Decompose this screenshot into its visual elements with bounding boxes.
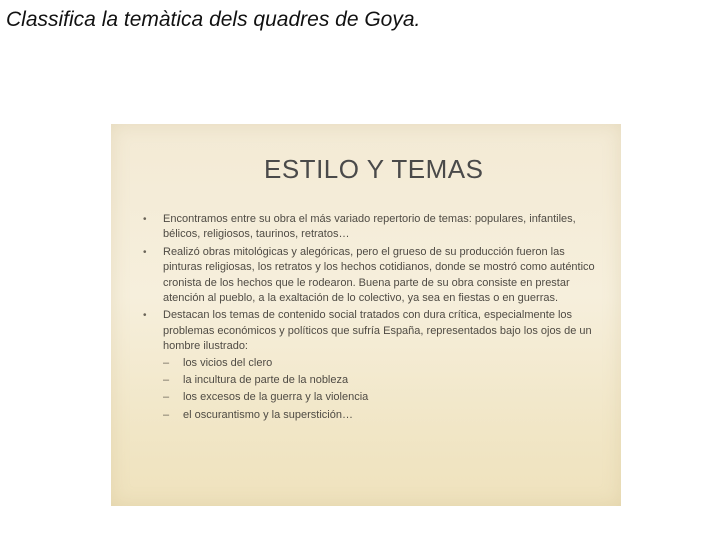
bullet-text: Destacan los temas de contenido social tratados con dura crítica, especialmente los problemas económicos y políticos que sufría España, representados bajo los ojos de un hombre ilustrado:	[163, 309, 592, 353]
sub-item-text: el oscurantismo y la superstición…	[183, 408, 353, 421]
dash-marker: –	[163, 408, 170, 421]
sub-item	[163, 356, 596, 371]
dash-marker: –	[163, 356, 170, 369]
sub-item	[163, 390, 596, 405]
bullet-item	[141, 212, 596, 243]
bullet-marker: •	[143, 246, 147, 258]
bullet-list	[141, 212, 596, 425]
sub-item-text: los excesos de la guerra y la violencia	[183, 391, 369, 404]
page-title: Classifica la temàtica dels quadres de Goya.	[6, 8, 421, 31]
dash-marker: –	[163, 374, 170, 387]
slide-image	[111, 124, 621, 506]
bullet-text: Encontramos entre su obra el más variado repertorio de temas: populares, infantiles, bélicos, religiosos, taurinos, retratos…	[163, 213, 576, 241]
bullet-marker: •	[143, 214, 147, 225]
bullet-item	[141, 245, 596, 307]
sub-list	[163, 356, 596, 424]
dash-marker: –	[163, 391, 170, 404]
bullet-text: Realizó obras mitológicas y alegóricas, pero el grueso de su producción fueron las pinturas religiosas, los retratos y los hechos cotidianos, donde se mostró como auténtico cronista de los hechos que le rodearon. Buena parte de su obra consiste en prestar atención al pueblo, a la exaltación de lo colectivo, ya sea en fiestas o en guerras.	[163, 245, 595, 305]
sub-item	[163, 373, 596, 388]
sub-item	[163, 408, 596, 423]
slide-title: ESTILO Y TEMAS	[264, 154, 484, 184]
bullet-marker: •	[143, 310, 147, 322]
sub-item-text: los vicios del clero	[183, 356, 273, 369]
sub-item-text: la incultura de parte de la nobleza	[183, 374, 349, 387]
bullet-item	[141, 308, 596, 423]
